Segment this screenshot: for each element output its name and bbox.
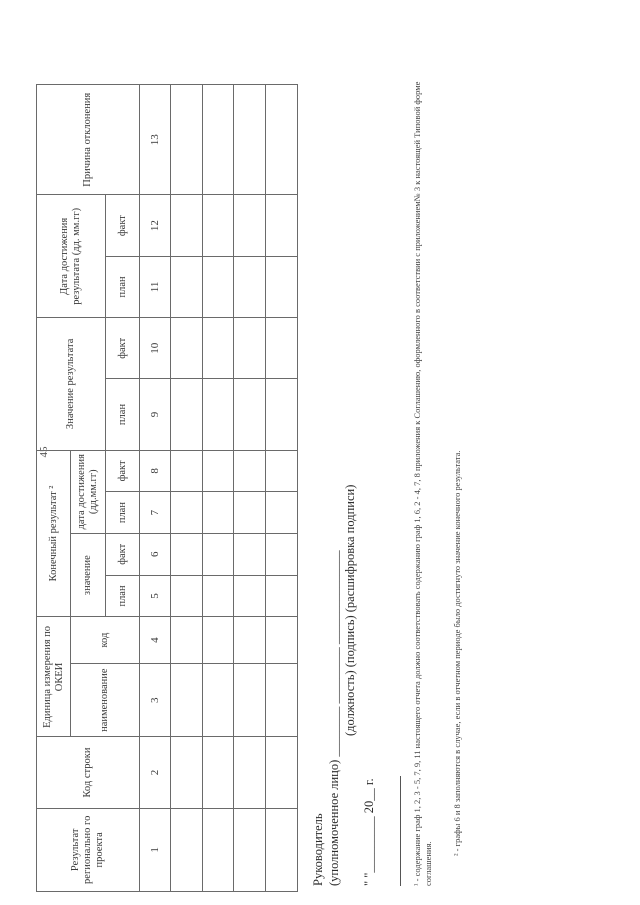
footnote-2: ² - графы 6 и 8 заполняются в случае, если в отчетном периоде было достигнуто значение конечного результата. <box>452 450 462 856</box>
table-row <box>202 85 234 892</box>
header-unit: Единица измерения по ОКЕИ <box>37 617 71 737</box>
rotated-page-content <box>36 12 604 892</box>
column-number: 12 <box>140 195 171 256</box>
table-row <box>170 85 202 892</box>
signature-block: Руководитель (уполномоченное лицо) ________ _________ _______________ (должность) (подпись) (расшифровка подписи) <box>311 484 357 886</box>
table-row <box>234 85 266 892</box>
column-number: 6 <box>140 533 171 575</box>
signature-position-caption: (должность) <box>343 670 357 736</box>
header-fact: факт <box>105 195 139 256</box>
table-cell <box>266 450 298 492</box>
table-cell <box>266 85 298 195</box>
table-cell <box>234 450 266 492</box>
column-number: 2 <box>140 737 171 808</box>
table-cell <box>266 737 298 808</box>
header-fact: факт <box>105 533 139 575</box>
table-cell <box>170 318 202 379</box>
table-cell <box>234 256 266 317</box>
table-cell <box>170 85 202 195</box>
header-value: значение <box>71 533 105 616</box>
table-cell <box>170 492 202 534</box>
table-cell <box>266 492 298 534</box>
signature-signature-caption: (подпись) <box>343 615 357 668</box>
column-number: 7 <box>140 492 171 534</box>
table-cell <box>202 379 234 450</box>
table-cell <box>202 85 234 195</box>
column-number: 13 <box>140 85 171 195</box>
table-cell <box>170 533 202 575</box>
header-row-code: Код строки <box>37 737 140 808</box>
footnote-1: ¹ - содержание граф 1, 2, 3 - 5, 7, 9, 11 настоящего отчета должно соответствовать содержанию граф 1, 6, 2 - 4, 7, 8 приложения к Соглашению, оформленного в соответствии с приложением№ 3 к настоящей Типовой форме соглашения. <box>412 81 433 886</box>
header-unit-name: наименование <box>71 663 140 737</box>
table-cell <box>234 575 266 617</box>
column-number: 1 <box>140 808 171 891</box>
signature-authorized: (уполномоченное лицо) <box>327 759 341 886</box>
column-number: 4 <box>140 617 171 664</box>
page-number: 45 <box>38 446 50 458</box>
header-deviation-reason: Причина отклонения <box>37 85 140 195</box>
table-cell <box>266 533 298 575</box>
table-cell <box>170 663 202 737</box>
table-cell <box>266 663 298 737</box>
table-cell <box>202 318 234 379</box>
table-cell <box>234 617 266 664</box>
report-table <box>36 84 298 892</box>
table-cell <box>266 195 298 256</box>
table-cell <box>202 617 234 664</box>
header-plan: план <box>105 379 139 450</box>
table-cell <box>202 808 234 891</box>
table-cell <box>170 256 202 317</box>
column-number: 5 <box>140 575 171 617</box>
table-cell <box>266 256 298 317</box>
table-cell <box>266 808 298 891</box>
signature-decoding-caption: (расшифровка подписи) <box>343 484 357 613</box>
table-cell <box>202 195 234 256</box>
table-cell <box>170 617 202 664</box>
table-cell <box>170 808 202 891</box>
table-cell <box>170 450 202 492</box>
header-result: Результат регионально го проекта <box>37 808 140 891</box>
footnote-separator <box>400 776 401 886</box>
signature-date: " "_________ 20__ г. <box>362 778 376 886</box>
header-achievement-date: дата достижения (дд.мм.гг) <box>71 450 105 533</box>
table-cell <box>234 85 266 195</box>
table-cell <box>234 492 266 534</box>
header-plan: план <box>105 256 139 317</box>
table-cell <box>170 737 202 808</box>
table-row <box>266 85 298 892</box>
table-cell <box>170 575 202 617</box>
column-number: 10 <box>140 318 171 379</box>
column-number: 9 <box>140 379 171 450</box>
column-number-row <box>140 85 171 892</box>
header-result-date: Дата достижения результата (дд. мм.гг) <box>37 195 106 318</box>
header-unit-code: код <box>71 617 140 664</box>
table-cell <box>234 533 266 575</box>
header-result-value: Значение результата <box>37 318 106 450</box>
header-fact: факт <box>105 450 139 492</box>
table-cell <box>170 379 202 450</box>
table-cell <box>202 737 234 808</box>
table-cell <box>234 195 266 256</box>
signature-head: Руководитель <box>311 813 325 886</box>
table-cell <box>202 492 234 534</box>
table-cell <box>202 575 234 617</box>
table-cell <box>234 737 266 808</box>
table-cell <box>266 617 298 664</box>
table-cell <box>170 195 202 256</box>
table-cell <box>266 379 298 450</box>
column-number: 3 <box>140 663 171 737</box>
table-cell <box>202 533 234 575</box>
table-cell <box>234 379 266 450</box>
header-plan: план <box>105 575 139 617</box>
column-number: 11 <box>140 256 171 317</box>
header-fact: факт <box>105 318 139 379</box>
table-cell <box>266 318 298 379</box>
table-cell <box>202 256 234 317</box>
column-number: 8 <box>140 450 171 492</box>
header-plan: план <box>105 492 139 534</box>
header-final-result: Конечный результат ² <box>37 450 71 617</box>
table-cell <box>266 575 298 617</box>
table-cell <box>202 450 234 492</box>
table-cell <box>234 663 266 737</box>
table-cell <box>234 808 266 891</box>
table-cell <box>202 663 234 737</box>
table-cell <box>234 318 266 379</box>
